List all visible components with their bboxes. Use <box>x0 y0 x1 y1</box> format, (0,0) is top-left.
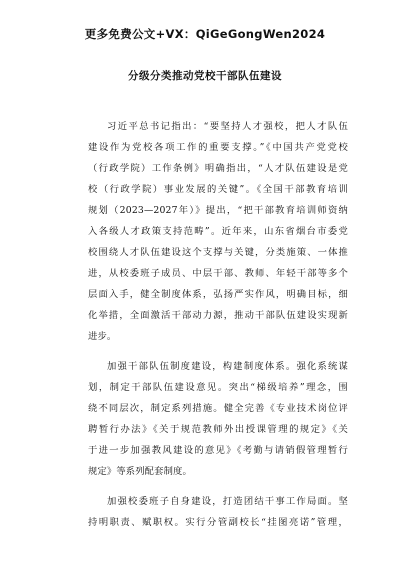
text-line: 化举措，全面激活干部动力源，推动干部队伍建设实现新 <box>88 310 348 321</box>
text-line: 进步。 <box>88 331 117 342</box>
text-line: 聘暂行办法》《关于规范教师外出授课管理的规定》《关 <box>88 424 348 435</box>
promo-header: 更多免费公文+VX：QiGeGongWen2024 <box>84 27 326 41</box>
text-line: 进，从校委班子成员、中层干部、教师、年轻干部等多个 <box>88 268 348 279</box>
paragraph <box>88 491 348 533</box>
text-line: 持明职责、赋职权。实行分管副校长“挂图亮诺”管理， <box>88 517 348 528</box>
text-line: 校围绕人才队伍建设这个支撑与关键，分类施策、一体推 <box>88 247 348 258</box>
text-line: 校（行政学院）事业发展的关键”。《全国干部教育培训 <box>88 184 348 195</box>
text-line: 建设作为党校各项工作的重要支撑。”《中国共产党党校 <box>88 142 348 153</box>
text-line: 加强干部队伍制度建设，构建制度体系。强化系统谋 <box>107 361 348 372</box>
text-line: 加强校委班子自身建设，打造团结干事工作局面。坚 <box>107 496 348 507</box>
paragraph <box>88 116 348 347</box>
text-line: 划，制定干部队伍建设意见。突出“梯级培养”理念，围 <box>88 382 348 393</box>
text-line: 习近平总书记指出：“要坚持人才强校，把人才队伍 <box>107 121 348 132</box>
text-line: 层面入手，健全制度体系，弘扬严实作风，明确目标，细 <box>88 289 348 300</box>
text-line: 规定》等系列配套制度。 <box>88 466 192 477</box>
text-line: 于进一步加强教风建设的意见》《考勤与请销假管理暂行 <box>88 445 348 456</box>
paragraph <box>88 356 348 482</box>
text-line: 入各级人才政策支持范畴”。近年来，山东省烟台市委党 <box>88 226 348 237</box>
text-line: 规划（2023—2027年）》提出，“把干部教育培训师资纳 <box>88 205 348 216</box>
text-line: （行政学院）工作条例》明确指出，“人才队伍建设是党 <box>88 163 348 174</box>
text-line: 绕不同层次，制定系列措施。健全完善《专业技术岗位评 <box>88 403 348 414</box>
document-title: 分级分类推动党校干部队伍建设 <box>128 70 282 82</box>
document-body <box>88 116 348 542</box>
